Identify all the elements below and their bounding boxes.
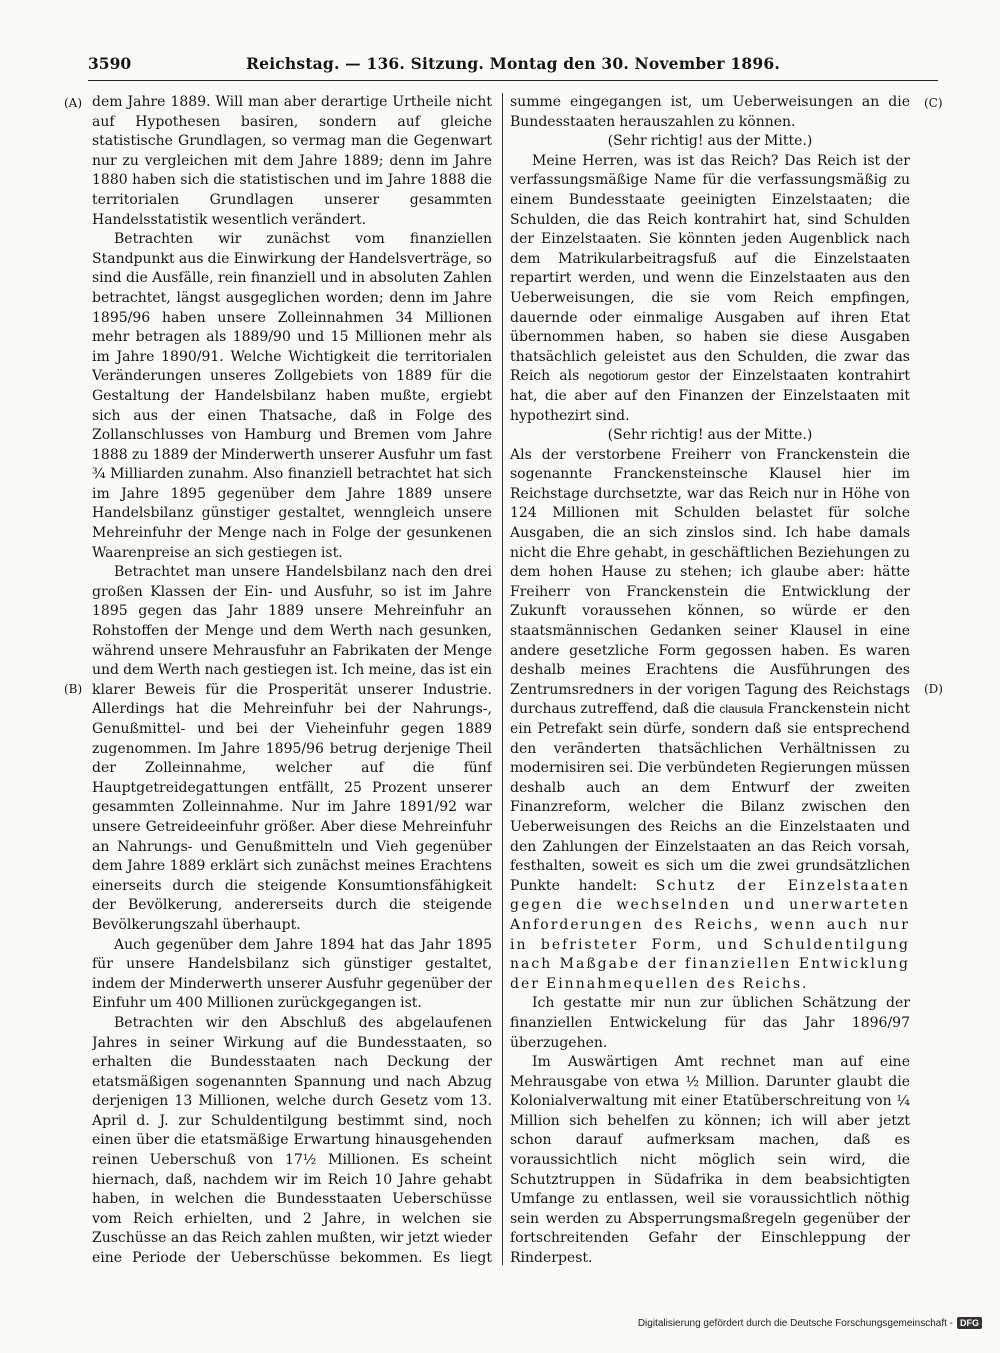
latin-phrase: clausula (719, 702, 764, 717)
paragraph (510, 446, 910, 995)
text-run: Franckenstein nicht ein Petrefakt sein dürfe, sondern daß sie entsprechend den veränderten thatsächlichen Verhältnissen zu modernisiren sei. Die verbündeten Regierungen müssen deshalb auch an dem Entwurf der zweiten Finanzreform, welcher die Bilanz zwischen den Ueberweisungen des Reichs an die Einzelstaaten und den Zahlungen der Einzelstaaten an das Reich vorsah, festhalten, soweit es sich um die zwei grundsätzlichen Punkte handelt: (510, 701, 910, 894)
dfg-logo-icon: DFG (957, 1317, 982, 1329)
spaced-emphasis: Schutz der Einzelstaaten gegen die wechselnden und unerwarteten Anforderungen des Reichs, wenn auch nur in befristeter Form, und Schuldentilgung nach Maßgabe der finanziellen Entwicklung der Einnahmequellen des Reichs. (510, 877, 910, 992)
text-run: Als der verstorbene Freiherr von Franckenstein die sogenannte Franckensteinsche Klausel hier im Reichstage durchsetzte, war das Reich nur in Höhe von 124 Millionen mit Schulden belastet für solche Ausgaben, die an sich zinslos sind. Ich habe damals nicht die Ehre gehabt, in geschäftlichen Beziehungen zu dem hohen Hause zu stehen; ich glaube aber: hätte Freiherr von Franckenstein die Entwicklung der Zukunft voraussehen können, so würde er den staatsmännischen Gedanken seiner Klausel in eine andere gesetzliche Form gegossen haben. Es waren deshalb meines Erachtens die Ausführungen des Zentrumsredners in der vorigen Tagung des Reichstags durchaus zutreffend, daß die (510, 446, 910, 718)
right-column (510, 93, 910, 1268)
paragraph: summe eingegangen ist, um Ueberweisungen an die Bundesstaaten herauszahlen zu können. (510, 94, 910, 130)
page-number: 3590 (88, 54, 132, 73)
credit-text: Digitalisierung gefördert durch die Deutsche Forschungsgemeinschaft - (637, 1317, 953, 1329)
margin-marker-a: (A) (64, 96, 83, 110)
digitization-credit (638, 1314, 982, 1332)
margin-marker-b: (B) (64, 682, 83, 696)
left-column (92, 93, 492, 1268)
interjection: (Sehr richtig! aus der Mitte.) (607, 427, 813, 444)
text-run: Meine Herren, was ist das Reich? Das Reich ist der verfassungsmäßige Name für die verfassungsmäßig zu einem Bundesstaate geeinigten Einzelstaaten; die Schulden, die das Reich kontrahirt hat, sind Schulden der Einzelstaaten. Sie könnten jeden Augenblick nach dem Matrikularbeitragsfuß auf die Einzelstaaten repartirt werden, und wenn die Einzelstaaten aus den Ueberweisungen, die sie vom Reich empfingen, dauernde oder einmalige Ausgaben auf ihren Etat übernommen haben, so haben sie diese Ausgaben thatsächlich geleistet aus den Schulden, die zwar das Reich als (510, 152, 910, 385)
paragraph: Im Auswärtigen Amt rechnet man auf eine Mehrausgabe von etwa ½ Million. Darunter glaubt die Kolonialverwaltung mit einer Etatüberschreitung von ¼ Million sich behelfen zu können; ich will aber jetzt schon darauf aufmerksam machen, daß es voraussichtlich nicht möglich sein wird, die Schutztruppen in Südafrika in dem beabsichtigten Umfange zu entlassen, weil sie voraussichtlich nöthig sein werden zu Absperrungsmaßregeln gegenüber der fortschreitenden Gefahr der Einschleppung der Rinderpest. (510, 1054, 910, 1267)
paragraph (510, 152, 910, 426)
margin-marker-c: (C) (924, 96, 943, 110)
margin-marker-d: (D) (924, 682, 943, 696)
paragraph: Betrachten wir zunächst vom finanziellen Standpunkt aus die Einwirkung der Handelsverträge, so sind die Ausfälle, rein finanziell und in absoluten Zahlen betrachtet, längst ausgeglichen worden; denn im Jahre 1895/96 haben unsere Zolleinnahmen 34 Millionen mehr betragen als 1889/90 und 15 Millionen mehr als im Jahre 1890/91. Welche Wichtigkeit die territorialen Veränderungen unseres Zollgebiets von 1889 für die Gestaltung der Handelsbilanz haben mußte, ergiebt sich aus der einen Thatsache, daß in Folge des Zollanschlusses von Hamburg und Bremen vom Jahre 1888 zu 1889 der Minderwerth unserer Ausfuhr um fast ¾ Milliarden zunahm. Also finanziell betrachtet hat sich im Jahre 1895 gegenüber dem Jahre 1889 unsere Handelsbilanz günstiger gestaltet, wenngleich unsere Mehreinfuhr der Menge nach in Folge der gesunkenen Waarenpreise an sich gestiegen ist. (92, 231, 492, 561)
paragraph: Auch gegenüber dem Jahre 1894 hat das Jahr 1895 für unsere Handelsbilanz sich günstiger gestaltet, indem der Minderwerth unserer Ausfuhr gegenüber der Einfuhr um 400 Millionen zurückgegangen ist. (92, 936, 492, 1012)
column-divider (502, 93, 503, 1265)
header-rule (88, 80, 938, 81)
paragraph: dem Jahre 1889. Will man aber derartige Urtheile nicht auf Hypothesen basiren, sondern auf gleiche statistische Grundlagen, so vermag man die Gegenwart nur zu vergleichen mit dem Jahre 1889; denn im Jahre 1880 haben sich die statistischen und im Jahre 1888 die territorialen Grundlagen unserer gesammten Handelsstatistik wesentlich verändert. (92, 94, 492, 228)
paragraph: Betrachten wir den Abschluß des abgelaufenen Jahres in seiner Wirkung auf die Bundesstaaten, so erhalten die Bundesstaaten nach Deckung der etatsmäßigen sogenannten Spannung und nach Abzug derjenigen 13 Millionen, welche durch Gesetz vom 13. April d. J. zur Schuldentilgung bestimmt sind, noch einen über die etatsmäßige Erwartung hinausgehenden reinen Ueberschuß von 17½ Millionen. Es scheint hiernach, daß, nachdem wir im Reich 10 Jahre gehabt haben, in welchen die Bundesstaaten Ueberschüsse vom Reich erhielten, und 2 Jahre, in welchen sie Zuschüsse an das Reich zahlen mußten, wir jetzt wieder eine Periode der Ueberschüsse bekommen. Es liegt (92, 1014, 492, 1267)
page-header (88, 52, 938, 76)
interjection: (Sehr richtig! aus der Mitte.) (607, 133, 813, 150)
text-run: der Einzelstaaten kontrahirt hat, die aber auf den Finanzen der Einzelstaaten mit hypothezirt sind. (510, 368, 910, 424)
latin-phrase: negotiorum gestor (588, 369, 690, 384)
running-title: Reichstag. — 136. Sitzung. Montag den 30. November 1896. (246, 54, 780, 73)
paragraph: Ich gestatte mir nun zur üblichen Schätzung der finanziellen Entwickelung für das Jahr 1896/97 überzugehen. (510, 995, 910, 1051)
paragraph: Betrachtet man unsere Handelsbilanz nach den drei großen Klassen der Ein- und Ausfuhr, so ist im Jahre 1895 gegen das Jahr 1889 unsere Mehreinfuhr an Rohstoffen der Menge und dem Werth nach gesunken, während unsere Mehrausfuhr an Fabrikaten der Menge und dem Werth nach gestiegen ist. Ich meine, das ist ein klarer Beweis für die Prosperität unserer Industrie. Allerdings hat die Mehreinfuhr bei der Nahrungs-, Genußmittel- und bei der Vieheinfuhr gegen 1889 zugenommen. Im Jahre 1895/96 betrug derjenige Theil der Zolleinnahme, welcher auf die fünf Hauptgetreidegattungen entfällt, 25 Prozent unserer gesammten Zolleinnahme. Nur im Jahre 1891/92 war unsere Getreideeinfuhr größer. Aber diese Mehreinfuhr an Nahrungs- und Genußmitteln und Vieh gegenüber dem Jahre 1889 erklärt sich zunächst meines Erachtens einerseits durch die steigende Konsumtionsfähigkeit der Bevölkerung, andererseits durch die steigende Bevölkerungszahl überhaupt. (92, 564, 492, 933)
